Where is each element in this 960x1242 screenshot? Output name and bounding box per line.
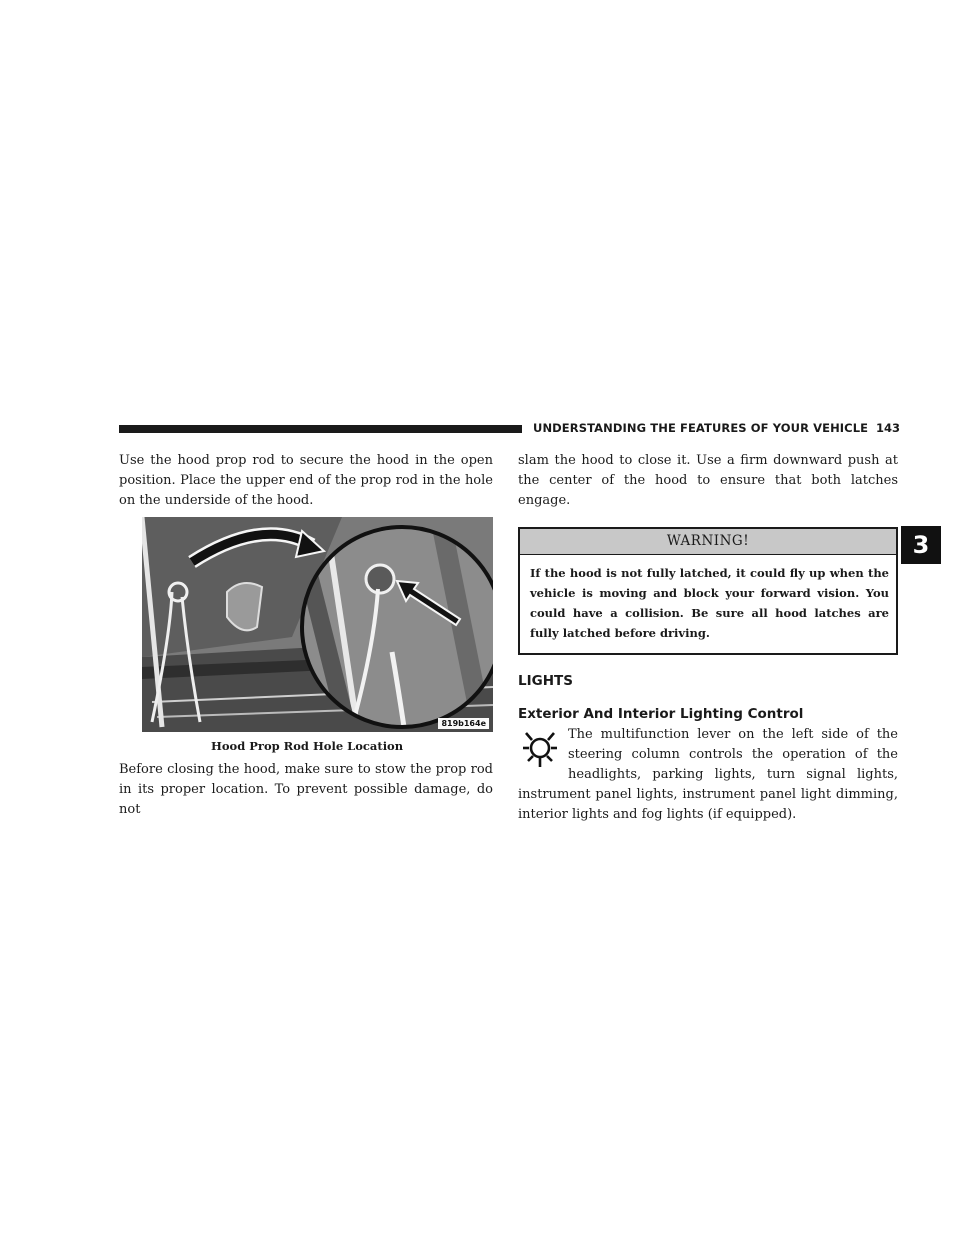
- left-column: [119, 451, 493, 820]
- figure-caption: Hood Prop Rod Hole Location: [211, 739, 404, 753]
- hood-prop-illustration: [142, 517, 493, 732]
- subheading-lighting-control: Exterior And Interior Lighting Control: [518, 706, 804, 722]
- hood-prop-paragraph: Use the hood prop rod to secure the hood in the open position. Place the upper end of the prop rod in the hole on the underside of the hood.: [119, 453, 493, 508]
- lighting-control-paragraph: The multifunction lever on the left side of the steering column controls the operation of the headlights, parking lights, turn signal lights, instrument panel lights, instrument panel light dimming, interior lights and fog lights (if equipped).: [518, 727, 898, 822]
- running-header: UNDERSTANDING THE FEATURES OF YOUR VEHICLE: [533, 421, 869, 435]
- hood-slam-paragraph: slam the hood to close it. Use a firm downward push at the center of the hood to ensure that both latches engage.: [518, 453, 898, 508]
- warning-title: WARNING!: [520, 529, 896, 555]
- chapter-tab[interactable]: 3: [901, 526, 941, 564]
- section-heading-lights: LIGHTS: [518, 673, 573, 689]
- figure-code: 819b164e: [438, 718, 489, 729]
- lighting-paragraph-block: [518, 725, 898, 825]
- hood-prop-rod-figure: [142, 517, 493, 732]
- warning-body: If the hood is not fully latched, it could fly up when the vehicle is moving and block your forward vision. You could have a collision. Be sure all hood latches are fully latched before driving.: [530, 566, 889, 640]
- closing-hood-paragraph: Before closing the hood, make sure to stow the prop rod in its proper location. To prevent possible damage, do not: [119, 762, 493, 817]
- page-number: 143: [876, 421, 901, 435]
- light-bulb-icon: [518, 727, 562, 769]
- right-column: [518, 451, 898, 825]
- warning-box: [518, 527, 898, 655]
- header-rule: [119, 425, 522, 433]
